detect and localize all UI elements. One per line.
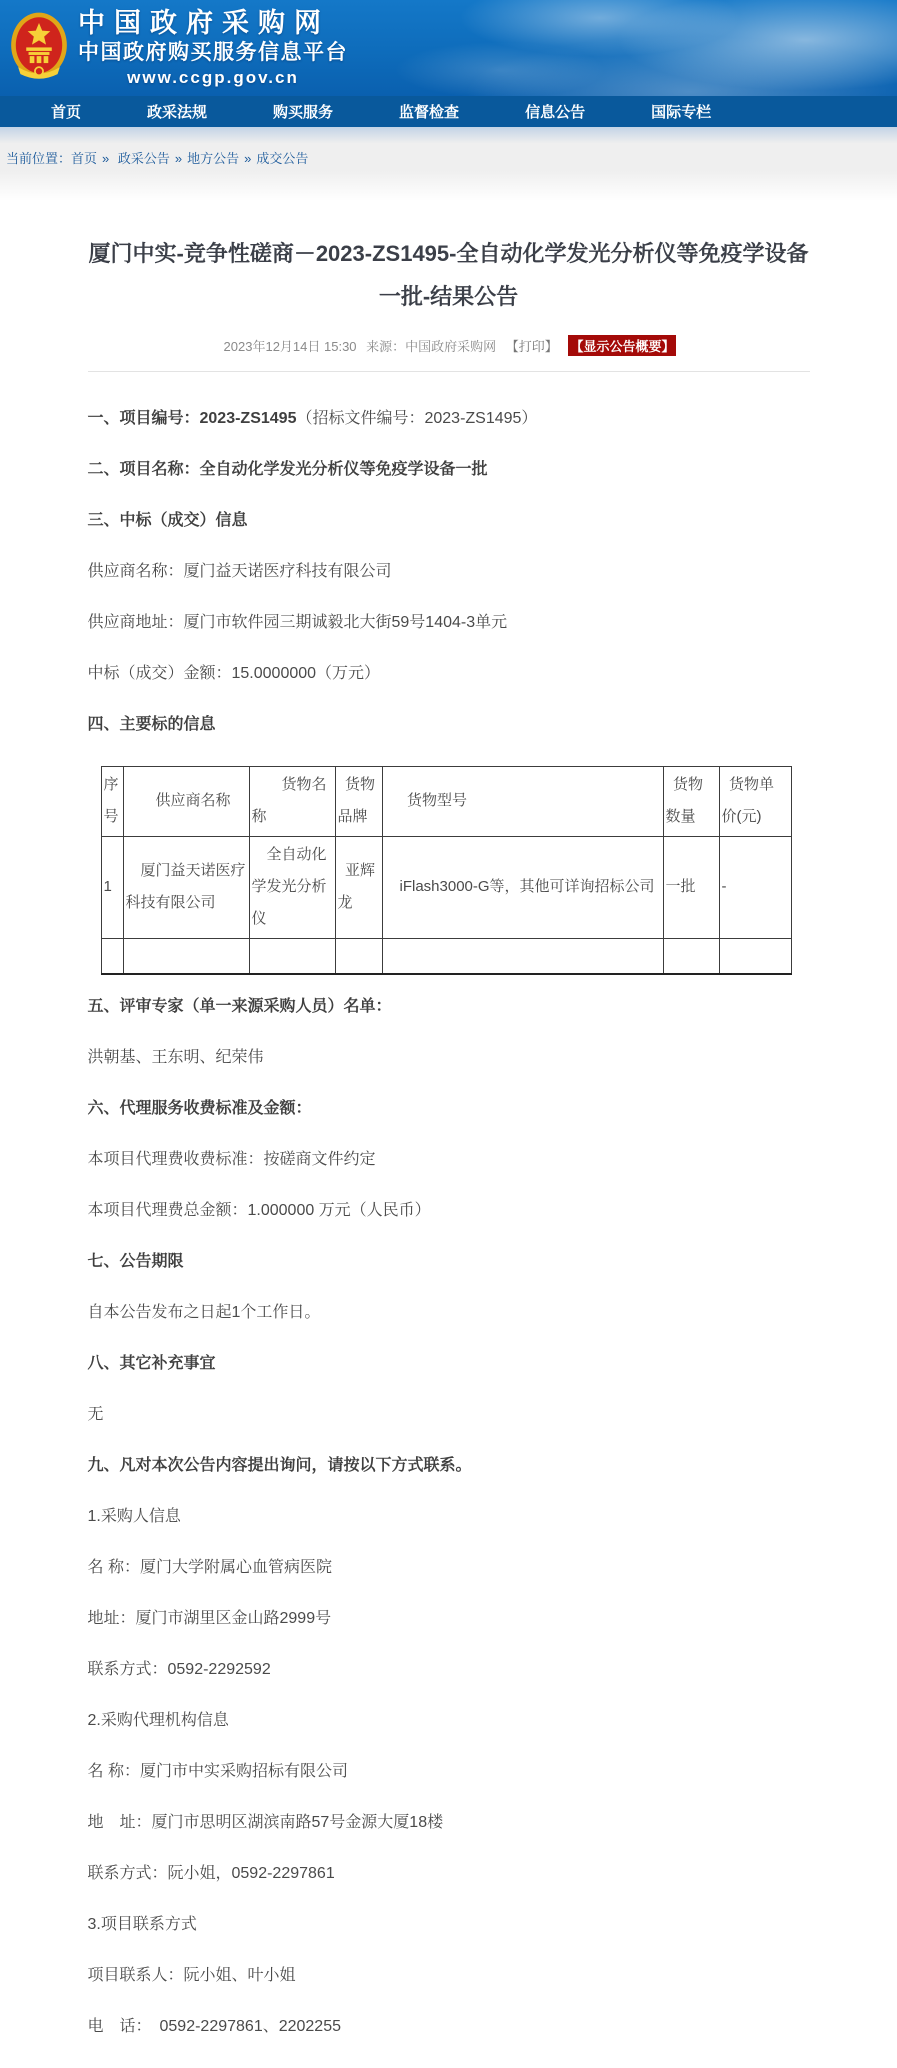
breadcrumb <box>6 148 891 167</box>
nav-fade-band <box>0 127 897 143</box>
col-header-goods-brand: 货物品牌 <box>335 766 382 836</box>
col-header-goods-model: 货物型号 <box>382 766 663 836</box>
section-5-experts-list: 五、评审专家（单一来源采购人员）名单： <box>87 998 392 1016</box>
site-url: www.ccgp.gov.cn <box>127 67 299 87</box>
breadcrumb-label: 当前位置： <box>6 151 72 166</box>
col-header-supplier-name: 供应商名称 <box>123 766 249 836</box>
experts-names: 洪朝基、王东明、纪荣伟 <box>87 1049 264 1067</box>
nav-item-international[interactable]: 国际专栏 <box>651 104 712 121</box>
site-titles <box>78 8 348 87</box>
purchaser-address: 地址：厦门市湖里区金山路2999号 <box>87 1610 332 1628</box>
section-6-agency-fees: 六、代理服务收费标准及金额： <box>87 1100 312 1118</box>
breadcrumb-procurement-notices[interactable]: 政采公告 <box>117 151 170 166</box>
agency-info-heading: 2.采购代理机构信息 <box>87 1712 229 1730</box>
project-contact-heading: 3.项目联系方式 <box>87 1916 197 1934</box>
col-header-goods-quantity: 货物数量 <box>663 766 719 836</box>
agency-contact: 联系方式：阮小姐，0592-2297861 <box>87 1865 335 1883</box>
breadcrumb-award-notices[interactable]: 成交公告 <box>256 151 309 166</box>
table-header-row <box>101 766 791 836</box>
print-button[interactable]: 【打印】 <box>505 338 558 354</box>
agency-fee-standard: 本项目代理费收费标准：按磋商文件约定 <box>87 1151 376 1169</box>
agency-address: 地 址：厦门市思明区湖滨南路57号金源大厦18楼 <box>87 1814 444 1832</box>
cell-serial-number: 1 <box>101 836 123 938</box>
page-title: 厦门中实-竞争性磋商－2023-ZS1495-全自动化学发光分析仪等免疫学设备一批-结果公告 <box>88 241 809 309</box>
section-9-contact-info: 九、凡对本次公告内容提出询问，请按以下方式联系。 <box>87 1457 472 1475</box>
section-8-other-matters: 八、其它补充事宜 <box>87 1355 216 1373</box>
cell-supplier-name: 厦门益天诺医疗科技有限公司 <box>123 836 249 938</box>
meta-divider <box>88 371 810 372</box>
section-2-project-name: 二、项目名称：全自动化学发光分析仪等免疫学设备一批 <box>87 460 488 478</box>
award-amount: 中标（成交）金额：15.0000000（万元） <box>87 664 381 682</box>
main-nav <box>0 96 897 127</box>
col-header-serial-number: 序号 <box>101 766 123 836</box>
breadcrumb-separator: » <box>244 151 252 166</box>
nav-item-purchase-services[interactable]: 购买服务 <box>273 104 334 121</box>
project-contact-persons: 项目联系人：阮小姐、叶小姐 <box>87 1967 296 1985</box>
nav-item-regulations[interactable]: 政采法规 <box>147 104 208 121</box>
table-row <box>101 836 791 938</box>
agency-fee-total: 本项目代理费总金额：1.000000 万元（人民币） <box>87 1202 431 1220</box>
section-1-project-number: 一、项目编号：2023-ZS1495（招标文件编号：2023-ZS1495） <box>87 409 538 427</box>
site-title: 中国政府采购网 <box>78 8 330 39</box>
col-header-goods-unit-price: 货物单价(元) <box>719 766 791 836</box>
supplier-address: 供应商地址：厦门市软件园三期诚毅北大街59号1404-3单元 <box>87 613 508 631</box>
nav-item-announcements[interactable]: 信息公告 <box>525 104 586 121</box>
breadcrumb-band <box>0 143 897 171</box>
section-4-main-items: 四、主要标的信息 <box>87 715 216 733</box>
section-3-award-info: 三、中标（成交）信息 <box>87 511 248 529</box>
cell-goods-name: 全自动化学发光分析仪 <box>249 836 335 938</box>
site-logo[interactable] <box>0 8 348 87</box>
show-summary-button[interactable]: 【显示公告概要】 <box>568 335 676 356</box>
purchaser-contact: 联系方式：0592-2292592 <box>87 1661 271 1679</box>
supplier-name: 供应商名称：厦门益天诺医疗科技有限公司 <box>87 562 392 580</box>
breadcrumb-local-notices[interactable]: 地方公告 <box>187 151 240 166</box>
cell-goods-unit-price: - <box>719 836 791 938</box>
agency-name: 名 称：厦门市中实采购招标有限公司 <box>87 1763 348 1781</box>
purchaser-info-heading: 1.采购人信息 <box>87 1508 181 1526</box>
cell-goods-brand: 亚辉龙 <box>335 836 382 938</box>
nav-item-home[interactable]: 首页 <box>51 104 82 121</box>
breadcrumb-home[interactable]: 首页 <box>71 151 98 166</box>
table-empty-row <box>101 938 791 974</box>
project-contact-phone: 电 话： 0592-2297861、2202255 <box>87 2018 342 2036</box>
col-header-goods-name: 货物名称 <box>249 766 335 836</box>
other-matters-text: 无 <box>87 1406 104 1424</box>
site-subtitle: 中国政府购买服务信息平台 <box>78 41 348 65</box>
breadcrumb-separator: » <box>102 151 110 166</box>
article-body <box>88 409 810 2037</box>
article-meta <box>88 335 810 356</box>
article-source: 来源：中国政府采购网 <box>366 338 497 354</box>
cell-goods-model: iFlash3000-G等，其他可详询招标公司 <box>382 836 663 938</box>
announcement-period-text: 自本公告发布之日起1个工作日。 <box>87 1304 321 1322</box>
publish-datetime: 2023年12月14日 15:30 <box>223 338 357 354</box>
breadcrumb-separator: » <box>174 151 183 166</box>
cell-goods-quantity: 一批 <box>663 836 719 938</box>
site-header <box>0 0 897 96</box>
purchaser-name: 名 称：厦门大学附属心血管病医院 <box>87 1559 332 1577</box>
announcement-article <box>88 233 810 2037</box>
nav-item-supervision[interactable]: 监督检查 <box>399 104 460 121</box>
main-items-table <box>101 766 792 975</box>
section-7-announcement-period: 七、公告期限 <box>87 1253 184 1271</box>
breadcrumb-fade-band <box>0 171 897 201</box>
national-emblem-icon <box>10 11 68 85</box>
